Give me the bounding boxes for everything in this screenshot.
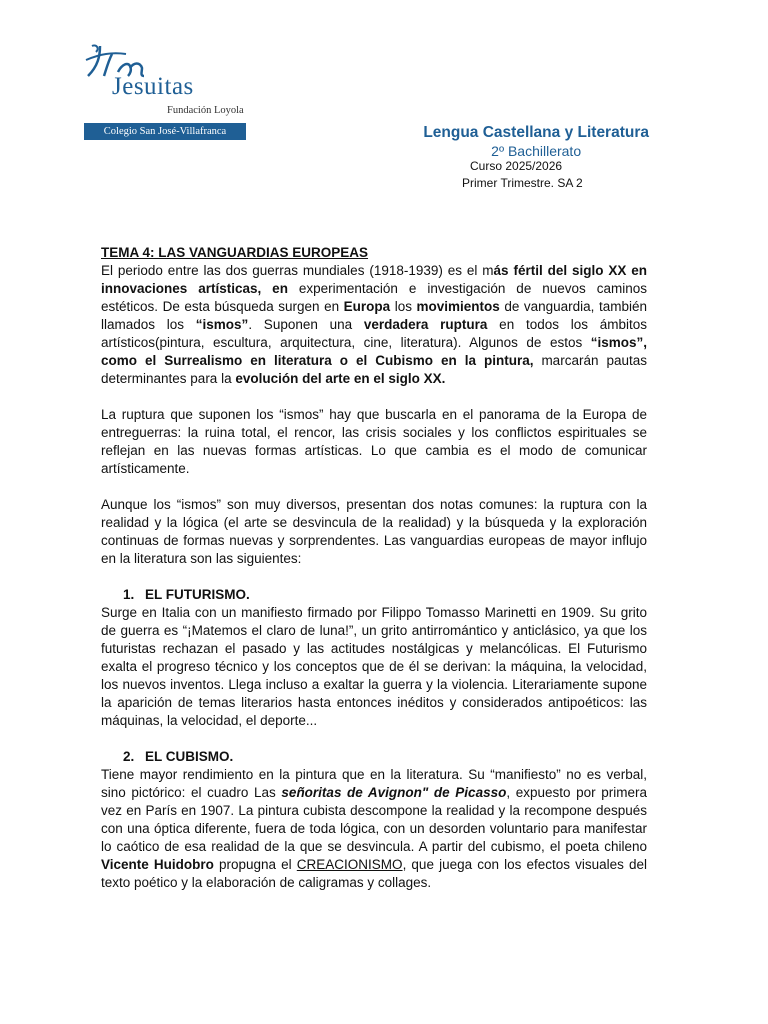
- paragraph-cubismo: Tiene mayor rendimiento en la pintura que en la literatura. Su “manifiesto” no es verbal, sino pictórico: el cuadro Las señoritas de Avignon" de Picasso, expuesto por primera vez en París en 1907. La pintura cubista descompone la realidad y la recompone después con una óptica diferente, fuera de toda lógica, con un desorden voluntario para manifestar lo caótico de esa realidad de la que se desvincula. A partir del cubismo, el poeta chileno Vicente Huidobro propugna el CREACIONISMO, que juega con los efectos visuales del texto poético y la elaboración de caligramas y collages.: [101, 767, 648, 890]
- document-body: [101, 244, 647, 892]
- school-logo: [82, 42, 248, 142]
- paragraph-intro: El periodo entre las dos guerras mundiales (1918-1939) es el más fértil del siglo XX en innovaciones artísticas, en experimentación e investigación de nuevos caminos estéticos. De esta búsqueda surgen en Europa los movimientos de vanguardia, también llamados los “ismos”. Suponen una verdadera ruptura en todos los ámbitos artísticos(pintura, escultura, arquitectura, cine, literatura). Algunos de estos “ismos”, como el Surrealismo en literatura o el Cubismo en la pintura, marcarán pautas determinantes para la evolución del arte en el siglo XX.: [101, 263, 648, 386]
- paragraph-ruptura: La ruptura que suponen los “ismos” hay que buscarla en el panorama de la Europa de entreguerras: la ruina total, el rencor, las crisis sociales y los conflictos espirituales se reflejan en las nuevas formas artísticas. Lo que cambia es el modo de comunicar artísticamente.: [101, 407, 647, 476]
- paragraph-futurismo: Surge en Italia con un manifiesto firmado por Filippo Tomasso Marinetti en 1909. Su grito de guerra es “¡Matemos el claro de luna!”, un grito antirromántico y anticlásico, ya que los futuristas rechazan el pasado y las actitudes nostálgicas y melancólicas. El Futurismo exalta el progreso técnico y los conceptos que de él se derivan: la máquina, la velocidad, los nuevos inventos. Llega incluso a exaltar la guerra y la violencia. Literariamente supone la aparición de temas literarios hasta entonces inéditos y considerados antipoéticos: las máquinas, la velocidad, el deporte...: [101, 605, 647, 728]
- course-level: 2º Bachillerato: [491, 143, 582, 159]
- section-heading-futurismo: 1. EL FUTURISMO.: [123, 587, 250, 602]
- document-header: [423, 124, 649, 159]
- section-heading-cubismo: 2. EL CUBISMO.: [123, 749, 234, 764]
- logo-subtitle: Fundación Loyola: [167, 105, 244, 116]
- logo-band: Colegio San José-Villafranca: [84, 123, 246, 140]
- logo-wordmark: Jesuitas: [112, 73, 194, 100]
- paragraph-notas-comunes: Aunque los “ismos” son muy diversos, presentan dos notas comunes: la ruptura con la realidad y la lógica (el arte se desvincula de la realidad) y la búsqueda y la exploración continuas de formas nuevas y sorprendentes. Las vanguardias europeas de mayor influjo en la literatura son las siguientes:: [101, 497, 647, 566]
- course-term: Primer Trimestre. SA 2: [462, 176, 583, 190]
- course-year: Curso 2025/2026: [470, 159, 563, 173]
- course-title: Lengua Castellana y Literatura: [423, 124, 649, 141]
- topic-title: TEMA 4: LAS VANGUARDIAS EUROPEAS: [101, 245, 369, 260]
